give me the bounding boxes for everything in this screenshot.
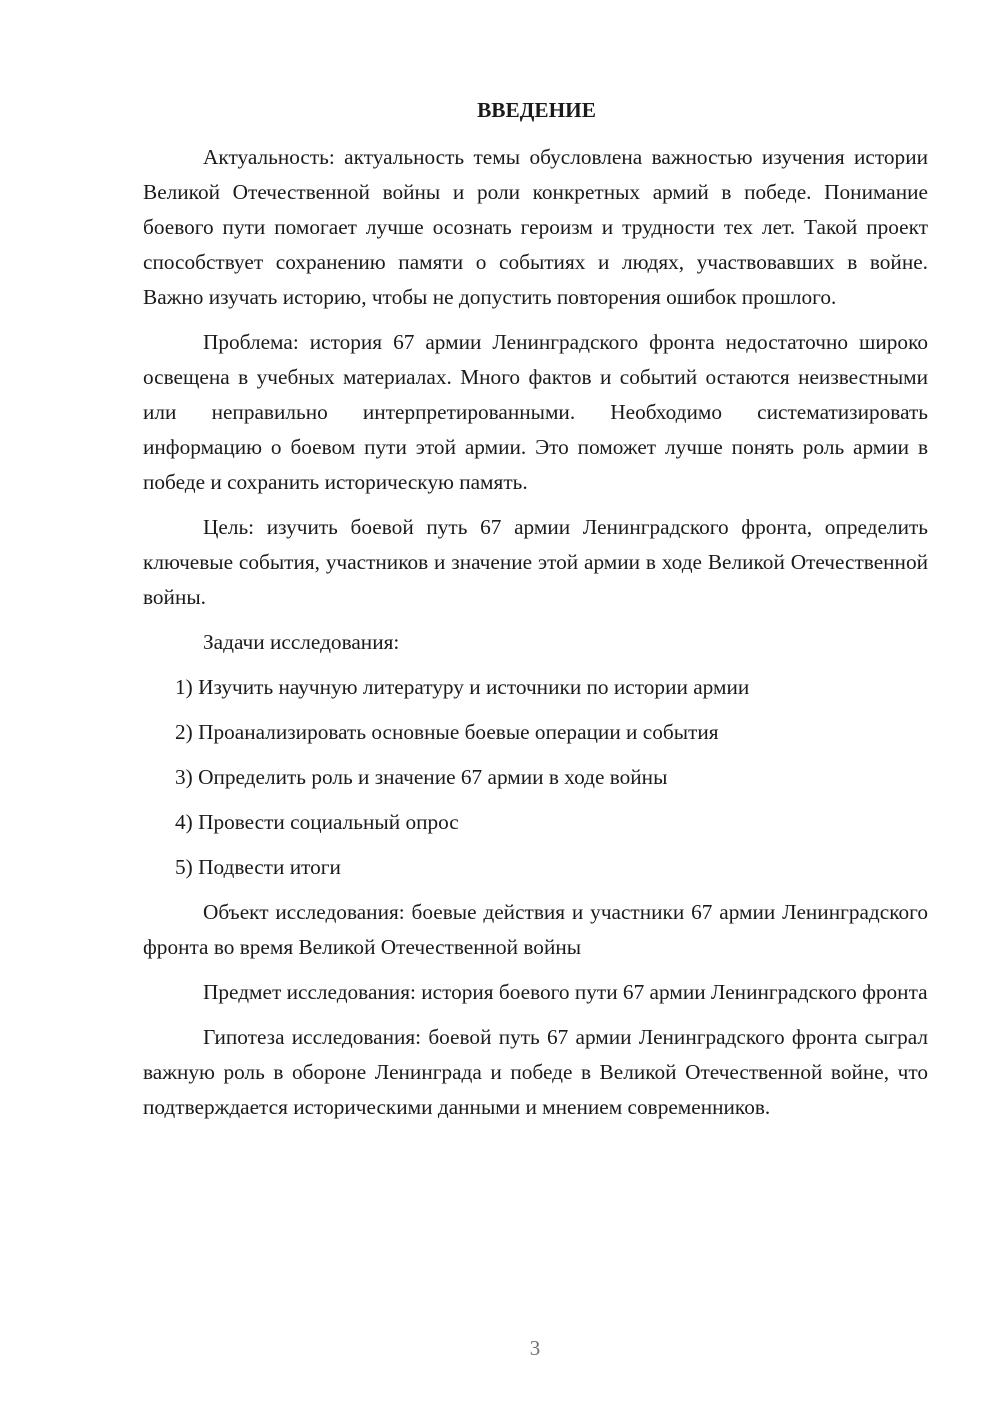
object-paragraph: Объект исследования: боевые действия и участники 67 армии Ленинградского фронта во время Великой Отечественной войны: [143, 900, 928, 959]
tasks-heading: Задачи исследования:: [203, 630, 400, 654]
subject-paragraph: Предмет исследования: история боевого пути 67 армии Ленинградского фронта: [203, 980, 928, 1004]
list-item: 4) Провести социальный опрос: [175, 810, 459, 834]
goal-paragraph: Цель: изучить боевой путь 67 армии Ленинградского фронта, определить ключевые события, участников и значение этой армии в ходе Великой Отечественной войны.: [143, 515, 928, 609]
list-item: 2) Проанализировать основные боевые операции и события: [175, 720, 719, 744]
relevance-paragraph: Актуальность: актуальность темы обусловлена важностью изучения истории Великой Отечественной войны и роли конкретных армий в победе. Понимание боевого пути помогает лучше осознать героизм и трудности тех лет. Такой проект способствует сохранению памяти о событиях и людях, участвовавших в войне. Важно изучать историю, чтобы не допустить повторения ошибок прошлого.: [143, 145, 928, 309]
page-title: ВВЕДЕНИЕ: [477, 98, 596, 122]
list-item: 3) Определить роль и значение 67 армии в ходе войны: [175, 765, 668, 789]
page-number: 3: [529, 1336, 541, 1360]
list-item: 1) Изучить научную литературу и источники по истории армии: [175, 675, 750, 699]
hypothesis-paragraph: Гипотеза исследования: боевой путь 67 армии Ленинградского фронта сыграл важную роль в обороне Ленинграда и победе в Великой Отечественной войне, что подтверждается историческими данными и мнением современников.: [143, 1025, 928, 1119]
tasks-list: [143, 670, 928, 885]
page-content: [143, 95, 928, 1135]
problem-paragraph: Проблема: история 67 армии Ленинградского фронта недостаточно широко освещена в учебных материалах. Много фактов и событий остаются неизвестными или неправильно интерпретированными. Необходимо систематизировать информацию о боевом пути этой армии. Это поможет лучше понять роль армии в победе и сохранить историческую память.: [143, 330, 928, 494]
list-item: 5) Подвести итоги: [175, 855, 341, 879]
